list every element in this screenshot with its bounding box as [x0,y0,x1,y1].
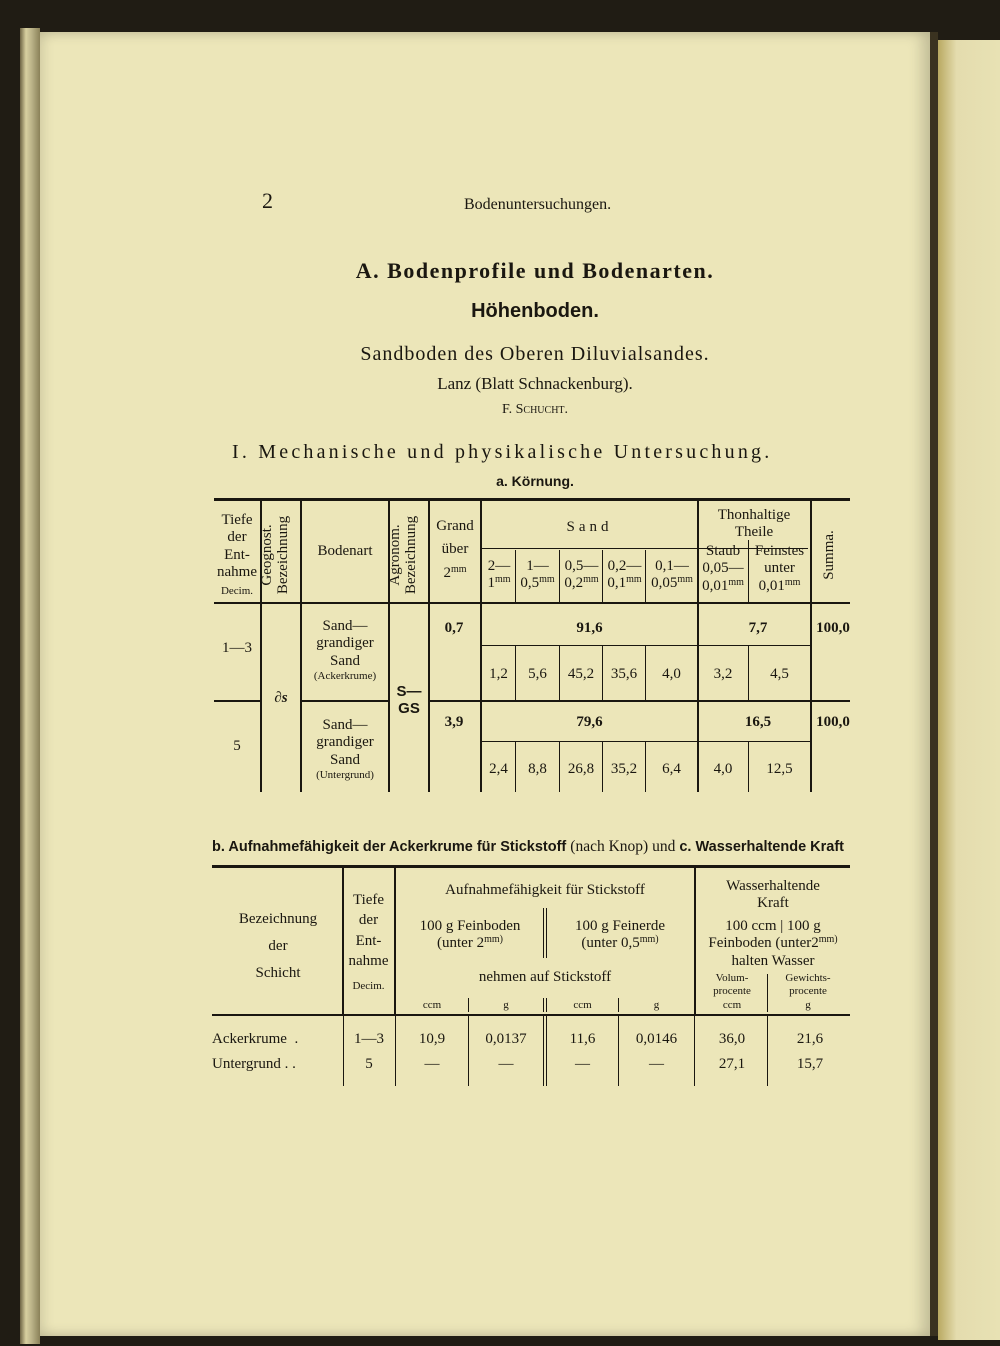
header-bezeichnung: Bezeichnung der Schicht [238,911,318,981]
unit-4: g [653,999,660,1011]
row1-sand-total: 91,6 [576,620,603,636]
header-sand-col-4: 0,2— $0,1^{mm}$ [607,558,642,592]
row2-summa: 100,0 [816,714,850,730]
header-tiefe-b: Tiefe der Ent- nahme Decim. [348,892,389,992]
row1-bodenart: Sand— grandiger Sand (Ackerkrume) [313,618,377,682]
row1-tiefe: 1—3 [222,640,252,656]
row2-frac-2: 8,8 [528,761,547,777]
header-thon: Thonhaltige Theile [717,507,791,541]
row2-bodenart: Sand— grandiger Sand (Untergrund) [316,717,374,781]
table-a-title: a. Körnung. [496,473,574,489]
location: Lanz (Blatt Schnackenburg). [437,374,633,393]
unit-1: ccm [422,999,442,1011]
header-wasser-sub: 100 ccm | 100 g Feinboden ($unter2^{mm)}$ halten Wasser [708,918,838,969]
unit-3: ccm [573,999,592,1011]
header-sand: Sand [566,519,613,535]
header-agronom: Agronom. Bezeichnung [387,515,419,595]
row-b2-v5: 27,1 [718,1056,746,1072]
header-sand-col-1: 2— $1^{mm}$ [487,558,511,592]
row2-frac-5: 6,4 [662,761,681,777]
row-b1-v3: 11,6 [569,1031,596,1047]
header-tiefe: Tiefe der Ent- nahme Decim. [217,512,257,597]
row2-sand-total: 79,6 [576,714,603,730]
row1-thon-total: 7,7 [748,620,768,636]
row1-frac-1: 1,2 [489,666,508,682]
row-b1-v1: 10,9 [418,1031,446,1047]
header-volum: Volum- procente [713,972,751,997]
row2-thon-total: 16,5 [744,714,772,730]
author: F. Schucht. [501,402,569,417]
row1-grand: 0,7 [444,620,464,636]
running-head: Bodenuntersuchungen. [464,196,612,213]
facing-page [938,40,1000,1340]
header-feinerde: 100 g Feinerde (unter $0,5^{mm)}$ [575,918,665,952]
row-b1-v5: 36,0 [718,1031,746,1047]
row-b1-v4: 0,0146 [635,1031,678,1047]
header-summa: Summa. [821,530,837,580]
row1-summa: 100,0 [816,620,850,636]
table-b-title: b. Aufnahmefähigkeit der Ackerkrume für Stickstoff (nach Knop) und c. Wasserhaltende Kraft [212,838,845,855]
row-b2-tiefe: 5 [365,1056,373,1072]
row1-frac-7: 4,5 [770,666,789,682]
book-page [40,32,930,1336]
row-b1-v2: 0,0137 [485,1031,527,1047]
header-staub: Staub 0,05— $0,01^{mm}$ [702,543,744,594]
header-feinboden: 100 g Feinboden (unter $2^{mm)}$ [419,918,521,952]
header-wasser: Wasserhaltende Kraft [726,878,820,912]
header-geognost: Geognost. Bezeichnung [259,515,291,595]
header-bodenart: Bodenart [317,543,373,559]
row2-grand: 3,9 [444,714,464,730]
row-b2-v4: — [649,1056,664,1072]
unit-6: g [805,999,811,1011]
page-number: 2 [262,188,273,213]
header-feinstes: Feinstes unter $0,01^{mm}$ [754,543,805,594]
row2-frac-1: 2,4 [489,761,508,777]
header-gewichts: Gewichts- procente [785,972,831,997]
header-sand-col-5: 0,1— $0,05^{mm}$ [651,558,693,592]
header-nehmen: nehmen auf Stickstoff [478,969,612,985]
book-spine [930,32,938,1336]
unit-2: g [503,999,509,1011]
row2-frac-3: 26,8 [567,761,595,777]
row-b2-v3: — [575,1056,590,1072]
row-b1-name: Ackerkrume . [212,1031,299,1047]
geognost-symbol: ∂s [274,690,288,706]
row1-frac-2: 5,6 [528,666,547,682]
soil-name: Sandboden des Oberen Diluvialsandes. [360,343,710,365]
part-title: I. Mechanische und physikalische Untersuchung. [232,441,773,463]
row1-frac-5: 4,0 [662,666,681,682]
subsection-title: Höhenboden. [471,300,599,322]
unit-5: ccm [722,999,742,1011]
row2-tiefe: 5 [233,738,241,754]
row1-frac-3: 45,2 [567,666,595,682]
row1-frac-6: 3,2 [713,666,733,682]
row2-frac-6: 4,0 [713,761,733,777]
header-grand: Grand über $2^{mm}$ [436,518,474,581]
row1-frac-4: 35,6 [610,666,638,682]
row2-frac-4: 35,2 [610,761,638,777]
page-edges [20,28,40,1344]
row2-frac-7: 12,5 [766,761,793,777]
section-title: A. Bodenprofile und Bodenarten. [355,258,715,283]
row-b2-v6: 15,7 [796,1056,824,1072]
agronom-symbol: S— GS [396,683,422,718]
row-b2-v2: — [498,1056,514,1072]
header-aufnahme: Aufnahmefähigkeit für Stickstoff [445,882,645,898]
row-b2-name: Untergrund . . [212,1056,296,1072]
header-sand-col-3: 0,5— $0,2^{mm}$ [564,558,599,592]
header-sand-col-2: 1— $0,5^{mm}$ [520,558,555,592]
row-b1-v6: 21,6 [796,1031,824,1047]
row-b2-v1: — [424,1056,440,1072]
row-b1-tiefe: 1—3 [354,1031,384,1047]
